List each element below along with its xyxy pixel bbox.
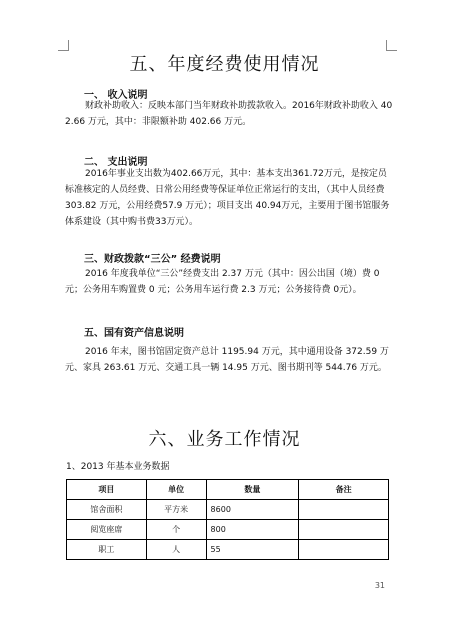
table-row	[67, 520, 389, 540]
table-caption: 1、2013 年基本业务数据	[66, 462, 170, 472]
cell-remark	[299, 540, 389, 560]
cell-quantity: 8600	[206, 500, 299, 520]
cell-item: 职工	[67, 540, 147, 560]
table-row	[67, 540, 389, 560]
table-header-row	[67, 480, 389, 500]
cell-unit: 人	[146, 540, 206, 560]
cell-unit: 个	[146, 520, 206, 540]
paragraph-state-assets-text: 2016 年末，图书馆固定资产总计 1195.94 万元，其中通用设备 372.59 万元、家具 263.61 万元、交通工具一辆 14.95 万元、图书期刊等 544.76 万元。	[65, 347, 389, 373]
table-row	[67, 500, 389, 520]
cell-remark	[299, 520, 389, 540]
cell-quantity: 55	[206, 540, 299, 560]
heading-state-assets: 五、国有资产信息说明	[84, 328, 184, 339]
paragraph-state-assets	[65, 344, 393, 376]
paragraph-expenditure	[65, 166, 393, 230]
paragraph-three-public-text: 2016 年度我单位“三公”经费支出 2.37 万元（其中：因公出国（境）费 0 元；公务用车购置费 0 元；公务用车运行费 2.3 万元；公务接待费 0元）。	[65, 269, 380, 295]
cell-unit: 平方米	[146, 500, 206, 520]
business-data-table	[66, 479, 389, 560]
paragraph-income-text: 财政补助收入：反映本部门当年财政补助拨款收入。2016年财政补助收入 402.66 万元，其中：非限额补助 402.66 万元。	[65, 101, 393, 127]
paragraph-expenditure-text: 2016年事业支出数为402.66万元，其中：基本支出361.72万元，是按定员标准核定的人员经费、日常公用经费等保证单位正常运行的支出，（其中人员经费 303.82 万元，公用经费57.9 万元）；项目支出 40.94万元，主要用于图书馆服务体系建设（其中购书费33万元）。	[65, 169, 390, 227]
heading-expenditure: 二、 支出说明	[84, 157, 148, 168]
cell-remark	[299, 500, 389, 520]
paragraph-income	[65, 98, 393, 130]
page-number: 31	[374, 581, 385, 590]
heading-three-public: 三、财政拨款“三公” 经费说明	[84, 254, 221, 265]
header-item: 项目	[67, 480, 147, 500]
header-quantity: 数量	[206, 480, 299, 500]
cell-item: 阅览座席	[67, 520, 147, 540]
header-unit: 单位	[146, 480, 206, 500]
cell-item: 馆舍面积	[67, 500, 147, 520]
heading-income: 一、 收入说明	[84, 90, 148, 101]
cell-quantity: 800	[206, 520, 299, 540]
section-title-business: 六、业务工作情况	[148, 429, 301, 450]
section-title-funds: 五、年度经费使用情况	[129, 54, 320, 75]
paragraph-three-public	[65, 266, 393, 298]
header-remark: 备注	[299, 480, 389, 500]
